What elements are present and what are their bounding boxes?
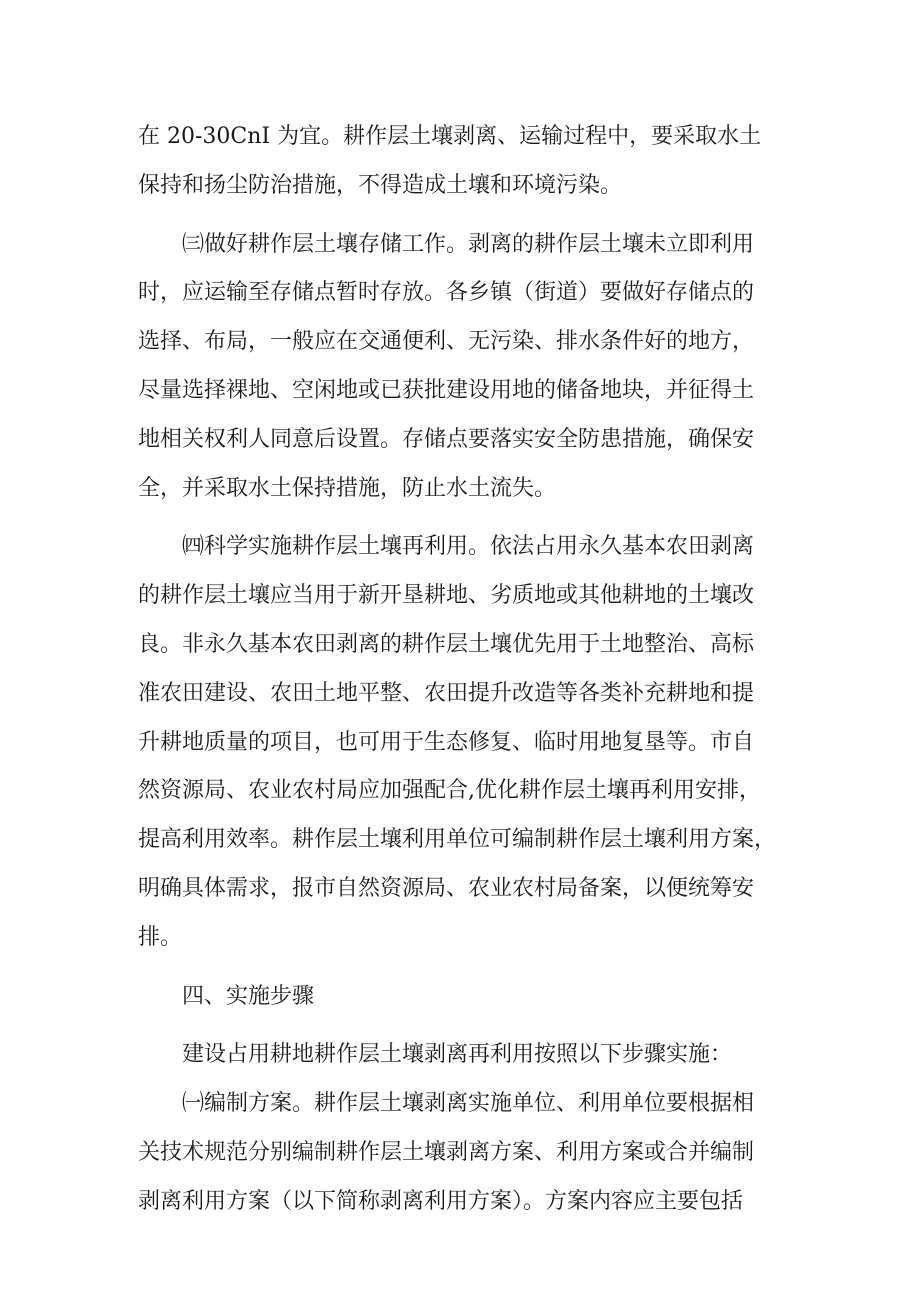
- paragraph-compile-plan: [138, 1080, 788, 1226]
- text-line: 升耕地质量的项目，也可用于生态修复、临时用地复垦等。市自: [138, 729, 755, 755]
- text-line: 明确具体需求，报市自然资源局、农业农村局备案，以便统筹安: [138, 875, 755, 901]
- text-line: 然资源局、农业农村局应加强配合,优化耕作层土壤再利用安排，: [138, 778, 761, 804]
- section-heading-text: 四、实施步骤: [182, 983, 315, 1009]
- text-line: 选择、布局，一般应在交通便利、无污染、排水条件好的地方，: [138, 329, 755, 355]
- document-body: [138, 113, 788, 1227]
- text-line: 关技术规范分别编制耕作层土壤剥离方案、利用方案或合并编制: [138, 1139, 755, 1165]
- paragraph-soil-transport: [138, 113, 788, 211]
- text-line: 时，应运输至存储点暂时存放。各乡镇（街道）要做好存储点的: [138, 280, 755, 306]
- text-line: 建设占用耕地耕作层土壤剥离再利用按照以下步骤实施：: [182, 1042, 733, 1068]
- text-line: 提高利用效率。耕作层土壤利用单位可编制耕作层土壤利用方案，: [138, 827, 777, 853]
- paragraph-soil-reuse: [138, 523, 788, 962]
- text-line: 的耕作层土壤应当用于新开垦耕地、劣质地或其他耕地的土壤改: [138, 583, 755, 609]
- text-line: 全，并采取水土保持措施，防止水土流失。: [138, 475, 557, 501]
- text-line: 准农田建设、农田土地平整、农田提升改造等各类补充耕地和提: [138, 680, 755, 706]
- paragraph-steps-intro: [138, 1031, 788, 1080]
- text-line: 剥离利用方案（以下简称剥离利用方案）。方案内容应主要包括: [138, 1188, 744, 1214]
- text-line: ㈣科学实施耕作层土壤再利用。依法占用永久基本农田剥离: [182, 534, 755, 560]
- section-heading: [138, 973, 788, 1022]
- text-line: 良。非永久基本农田剥离的耕作层土壤优先用于土地整治、高标: [138, 631, 755, 657]
- text-line: 保持和扬尘防治措施，不得造成土壤和环境污染。: [138, 172, 623, 198]
- text-line: 排。: [138, 924, 183, 950]
- text-line: ㈠编制方案。耕作层土壤剥离实施单位、利用单位要根据相: [182, 1091, 755, 1117]
- paragraph-soil-storage: [138, 221, 788, 514]
- text-line: 在 20-30CnI 为宜。耕作层土壤剥离、运输过程中，要采取水土: [138, 124, 762, 149]
- text-line: 尽量选择裸地、空闲地或已获批建设用地的储备地块，并征得土: [138, 377, 755, 403]
- text-line: 地相关权利人同意后设置。存储点要落实安全防患措施，确保安: [138, 426, 755, 452]
- text-line: ㈢做好耕作层土壤存储工作。剥离的耕作层土壤未立即利用: [182, 231, 755, 257]
